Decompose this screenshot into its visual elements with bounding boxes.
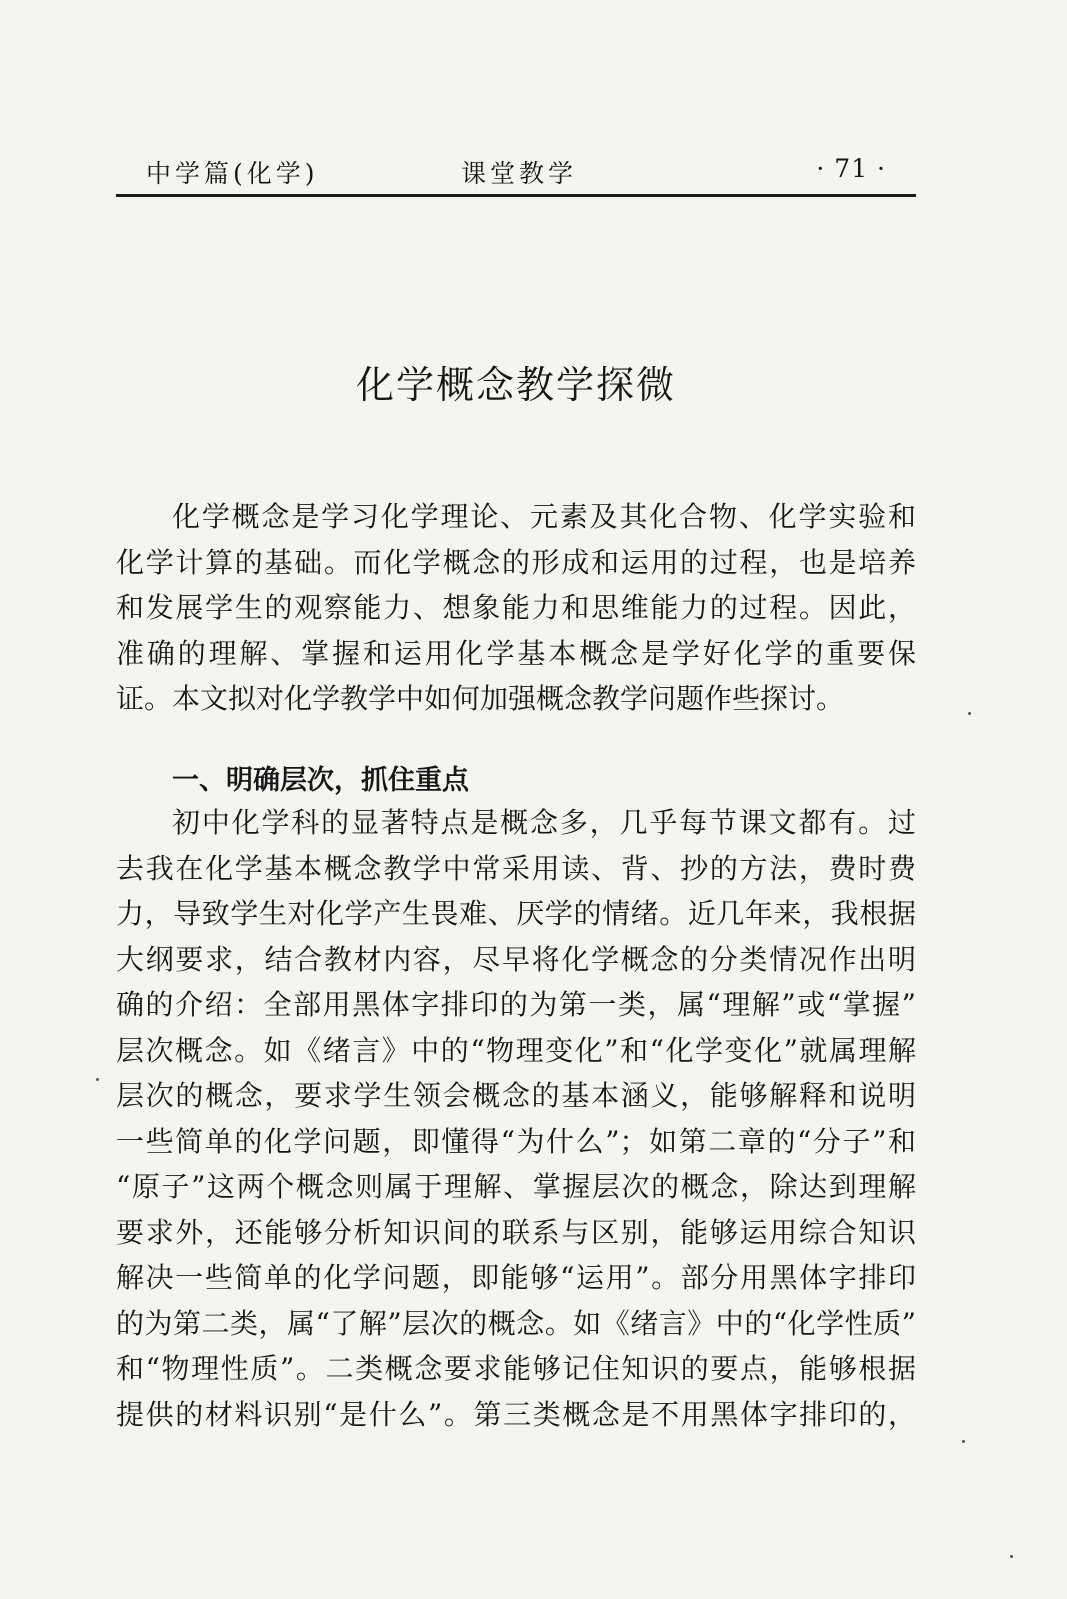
text-line: 提供的材料识别“是什么”。第三类概念是不用黑体字排印的， [116,1397,916,1431]
text-line: 证。本文拟对化学教学中如何加强概念教学问题作些探讨。 [116,682,845,715]
text-line: 要求外，还能够分析知识间的联系与区别，能够运用综合知识 [116,1215,916,1249]
text-line: 层次的概念，要求学生领会概念的基本涵义，能够解释和说明 [116,1079,916,1112]
scan-speck [968,712,971,715]
intro-paragraph [116,494,916,722]
header-rule [116,194,916,197]
text-line: 确的介绍：全部用黑体字排印的为第一类，属“理解”或“掌握” [116,988,916,1021]
header-book-section: 中学篇(化学) [146,159,319,188]
section-heading: 一、明确层次，抓住重点 [172,765,469,796]
text-line: 层次概念。如《绪言》中的“物理变化”和“化学变化”就属理解 [116,1033,916,1067]
text-line: 和“物理性质”。二类概念要求能够记住知识的要点，能够根据 [116,1352,916,1385]
text-line: 化学概念是学习化学理论、元素及其化合物、化学实验和 [172,500,916,533]
text-line: 去我在化学基本概念教学中常采用读、背、抄的方法，费时费 [116,851,916,885]
text-line: 一些简单的化学问题，即懂得“为什么”；如第二章的“分子”和 [116,1124,916,1158]
text-line: 解决一些简单的化学问题，即能够“运用”。部分用黑体字排印 [116,1261,916,1294]
text-line: 力，导致学生对化学产生畏难、厌学的情绪。近几年来，我根据 [116,897,916,930]
scan-speck [962,1440,965,1443]
scan-speck [96,1078,99,1081]
text-line: “原子”这两个概念则属于理解、掌握层次的概念，除达到理解 [116,1170,916,1203]
text-line: 大纲要求，结合教材内容，尽早将化学概念的分类情况作出明 [116,942,916,976]
article-title: 化学概念教学探微 [355,363,676,407]
running-header [116,150,916,194]
scan-speck [1010,1555,1013,1558]
header-chapter: 课堂教学 [461,159,578,188]
text-line: 化学计算的基础。而化学概念的形成和运用的过程，也是培养 [116,545,916,579]
text-line: 初中化学科的显著特点是概念多，几乎每节课文都有。过 [172,806,916,839]
text-line: 准确的理解、掌握和运用化学基本概念是学好化学的重要保 [116,636,916,670]
header-page-number: · 71 · [816,154,886,183]
text-line: 和发展学生的观察能力、想象能力和思维能力的过程。因此， [116,591,916,624]
section-paragraph [116,800,916,1437]
text-line: 的为第二类，属“了解”层次的概念。如《绪言》中的“化学性质” [116,1306,916,1340]
